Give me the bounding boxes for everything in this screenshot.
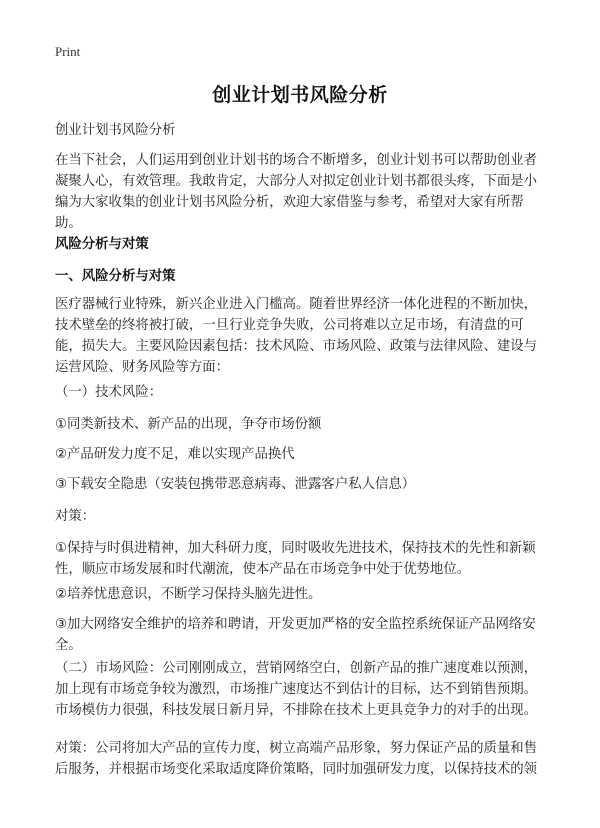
section-heading: 风险分析与对策 [55,237,149,252]
market-measures-paragraph: 对策：公司将加大产品的宣传力度，树立高端产品形象，努力保证产品的质量和售后服务，并根据市场变化采取适度降价策略，同时加强研发力度，以保持技术的领 [55,741,538,777]
overview-paragraph: 医疗器械行业特殊，新兴企业进入门槛高。随着世界经济一体化进程的不断加快，技术壁垒的终将被打破，一旦行业竞争失败，公司将难以立足市场，有清盘的可能，损失大。主要风险因素包括：技术风险、市场风险、政策与法律风险、建设与运营风险、财务风险等方面： [55,297,538,375]
tech-risk-heading: （一）技术风险： [55,385,163,400]
print-label: Print [55,44,81,59]
document-subtitle: 创业计划书风险分析 [55,123,176,138]
tech-risk-item-2: ②产品研发力度不足，难以实现产品换代 [55,447,295,462]
intro-paragraph: 在当下社会，人们运用到创业计划书的场合不断增多，创业计划书可以帮助创业者凝聚人心，有效管理。我敢肯定，大部分人对拟定创业计划书都很头疼，下面是小编为大家收集的创业计划书风险分析，欢迎大家借鉴与参考，希望对大家有所帮助。 [55,153,538,231]
tech-risk-item-3: ③下载安全隐患（安装包携带恶意病毒、泄露客户私人信息） [55,477,416,492]
tech-risk-item-1: ①同类新技术、新产品的出现，争夺市场份额 [55,417,322,432]
subsection-heading: 一、风险分析与对策 [55,269,176,284]
measures-label: 对策： [55,509,96,524]
measure-item-1: ①保持与时俱进精神，加大科研力度，同时吸收先进技术，保持技术的先性和新颖性，顺应市场发展和时代潮流，使本产品在市场竞争中处于优势地位。 [55,541,536,577]
document-title: 创业计划书风险分析 [212,84,388,106]
measure-item-3: ③加大网络安全维护的培养和聘请，开发更加严格的安全监控系统保证产品网络安全。 [55,617,536,653]
measure-item-2: ②培养忧患意识，不断学习保持头脑先进性。 [55,587,322,602]
market-risk-paragraph: （二）市场风险：公司刚刚成立，营销网络空白，创新产品的推广速度难以预测，加上现有市场竞争较为激烈，市场推广速度达不到估计的目标，达不到销售预期。市场模仿力很强，科技发展日新月异，不排除在技术上更具竞争力的对手的出现。 [55,661,538,718]
